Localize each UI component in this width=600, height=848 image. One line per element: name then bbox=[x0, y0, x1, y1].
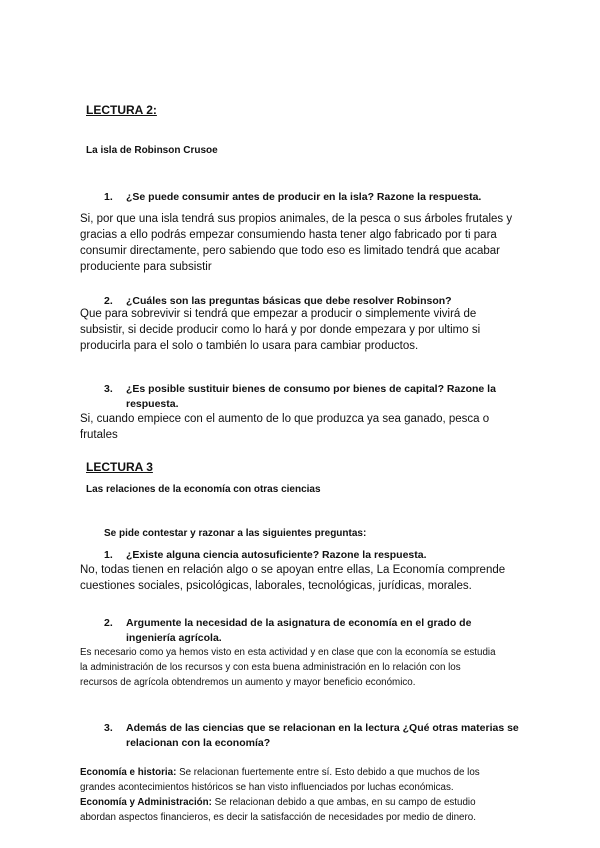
answer-line: Es necesario como ya hemos visto en esta actividad y en clase que con la economía se estudia bbox=[80, 647, 496, 658]
item-text: Se relacionan debido a que ambas, en su campo de estudio bbox=[211, 797, 476, 808]
question-3-continued: relacionan con la economía? bbox=[126, 737, 271, 749]
answer-line: Si, por que una isla tendrá sus propios animales, de la pesca o sus árboles frutales y bbox=[80, 213, 513, 225]
answer-3 bbox=[80, 411, 489, 443]
answer-line: produciente para subsistir bbox=[80, 261, 212, 273]
question-number: 1. bbox=[104, 191, 113, 203]
answer-1 bbox=[80, 211, 512, 275]
item-text-continued: grandes acontecimientos históricos se han visto influenciados por luchas económicas. bbox=[80, 782, 454, 793]
question-number: 2. bbox=[104, 617, 113, 629]
question-1 bbox=[104, 549, 427, 561]
answer-line: la administración de los recursos y con esta buena administración en lo relación con los bbox=[80, 662, 461, 673]
answer-2 bbox=[80, 645, 496, 690]
lectura-2-title: La isla de Robinson Crusoe bbox=[86, 145, 218, 156]
answer-line: gracias a ello podrás empezar consumiendo hasta tener algo fabricado por ti para bbox=[80, 229, 497, 241]
item-text-continued: abordan aspectos financieros, es decir la satisfacción de necesidades por medio de dinero. bbox=[80, 812, 476, 823]
item-label: Economía e historia: bbox=[80, 767, 177, 778]
answer-line: cuestiones sociales, psicológicas, laborales, tecnológicas, jurídicas, morales. bbox=[80, 580, 472, 592]
lectura-3-title: Las relaciones de la economía con otras ciencias bbox=[86, 484, 321, 495]
question-number: 3. bbox=[104, 383, 113, 395]
question-3 bbox=[104, 383, 496, 395]
question-text: ¿Es posible sustituir bienes de consumo por bienes de capital? Razone la bbox=[126, 383, 496, 395]
question-2-continued: ingeniería agrícola. bbox=[126, 632, 222, 644]
question-3 bbox=[104, 722, 519, 734]
answer-line: Que para sobrevivir si tendrá que empezar a producir o simplemente vivirá de bbox=[80, 308, 477, 320]
answer-line: consumir directamente, pero sabiendo que todo eso es limitado tendrá que acabar bbox=[80, 245, 501, 257]
answer-line: recursos de agrícola obtendremos un aumento y mayor beneficio económico. bbox=[80, 677, 416, 688]
question-number: 2. bbox=[104, 295, 113, 307]
question-3-continued: respuesta. bbox=[126, 398, 179, 410]
answer-line: No, todas tienen en relación algo o se apoyan entre ellas, La Economía comprende bbox=[80, 564, 506, 576]
answer-line: Si, cuando empiece con el aumento de lo que produzca ya sea ganado, pesca o bbox=[80, 413, 490, 425]
answer-line: frutales bbox=[80, 429, 118, 441]
question-text: ¿Existe alguna ciencia autosuficiente? Razone la respuesta. bbox=[126, 549, 427, 561]
item-text: Se relacionan fuertemente entre sí. Esto debido a que muchos de los bbox=[176, 767, 480, 778]
lectura-2-heading: LECTURA 2: bbox=[86, 103, 157, 117]
answer-line: subsistir, si decide producir como lo hará y por donde empezara y por ultimo si bbox=[80, 324, 481, 336]
question-text: ¿Cuáles son las preguntas básicas que debe resolver Robinson? bbox=[126, 295, 452, 307]
question-number: 1. bbox=[104, 549, 113, 561]
question-number: 3. bbox=[104, 722, 113, 734]
answer-line: producirla para el solo o también lo usara para cambiar productos. bbox=[80, 340, 419, 352]
question-text: Argumente la necesidad de la asignatura de economía en el grado de bbox=[126, 617, 472, 629]
question-text: Además de las ciencias que se relacionan en la lectura ¿Qué otras materias se bbox=[126, 722, 519, 734]
list-item bbox=[80, 765, 480, 795]
question-2 bbox=[104, 617, 471, 629]
lectura-3-heading: LECTURA 3 bbox=[86, 460, 153, 474]
question-text: ¿Se puede consumir antes de producir en la isla? Razone la respuesta. bbox=[126, 191, 482, 203]
question-1 bbox=[104, 191, 481, 203]
item-label: Economía y Administración: bbox=[80, 797, 212, 808]
answer-1 bbox=[80, 562, 505, 594]
instruction: Se pide contestar y razonar a las siguientes preguntas: bbox=[104, 528, 367, 539]
list-item bbox=[80, 795, 476, 825]
answer-2 bbox=[80, 306, 480, 354]
